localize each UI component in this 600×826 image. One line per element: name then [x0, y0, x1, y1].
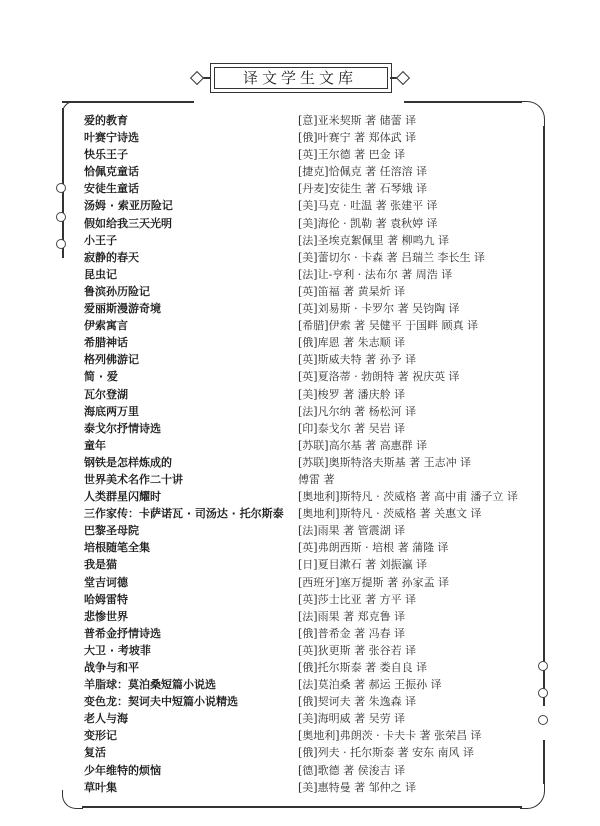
book-row: [84, 488, 544, 505]
book-row: [84, 454, 544, 471]
book-row: [84, 180, 544, 197]
punch-hole: [56, 183, 66, 193]
book-title: 昆虫记: [84, 267, 117, 281]
book-row: [84, 283, 544, 300]
frame-bottom: [82, 806, 522, 808]
book-row: [84, 744, 544, 761]
book-credit: [苏联]高尔基 著 高惠群 译: [298, 438, 428, 452]
book-row: [84, 351, 544, 368]
book-credit: [美]海伦 · 凯勒 著 袁秋婷 译: [298, 216, 438, 230]
book-row: [84, 471, 544, 488]
book-row: [84, 368, 544, 385]
book-credit: [法]让-亨利 · 法布尔 著 周浩 译: [298, 267, 453, 281]
book-title: 瓦尔登湖: [84, 387, 128, 401]
book-row: [84, 608, 544, 625]
book-title: 巴黎圣母院: [84, 524, 139, 538]
book-credit: [意]亚米契斯 著 储蕾 译: [298, 114, 417, 127]
book-credit: [捷克]恰佩克 著 任溶溶 译: [298, 165, 428, 179]
book-row: [84, 334, 544, 351]
page-title: 译文学生文库: [242, 69, 357, 87]
book-title: 人类群星闪耀时: [84, 490, 161, 504]
book-title: 复活: [84, 746, 106, 760]
book-title: 寂静的春天: [84, 250, 139, 264]
book-credit: [德]歌德 著 侯浚吉 译: [298, 763, 406, 777]
book-credit: [美]蕾切尔 · 卡森 著 吕瑞兰 李长生 译: [298, 250, 486, 264]
book-row: [84, 625, 544, 642]
book-credit: [俄]普希金 著 冯春 译: [298, 626, 406, 640]
book-row: [84, 266, 544, 283]
book-title: 恰佩克童话: [84, 165, 139, 179]
book-title: 大卫 · 考坡菲: [84, 643, 151, 657]
book-title: 堂吉诃德: [84, 575, 128, 589]
book-title: 三作家传：卡萨诺瓦 · 司汤达 · 托尔斯泰: [84, 507, 284, 521]
book-title: 简 · 爱: [84, 370, 118, 384]
book-row: [84, 676, 544, 693]
book-credit: [英]笛福 著 黄杲炘 译: [298, 284, 406, 298]
book-row: [84, 539, 544, 556]
book-row: [84, 437, 544, 454]
book-row: [84, 591, 544, 608]
book-title: 钢铁是怎样炼成的: [84, 455, 172, 469]
title-cartouche: [196, 63, 404, 93]
book-title: 叶赛宁诗选: [84, 131, 139, 145]
book-row: [84, 249, 544, 266]
frame-corner: [62, 101, 77, 116]
book-title: 爱丽斯漫游奇境: [84, 302, 161, 316]
book-credit: [奥地利]斯特凡 · 茨威格 著 关惠文 译: [298, 507, 482, 521]
book-credit: [美]惠特曼 著 邹仲之 译: [298, 780, 417, 794]
book-row: [84, 642, 544, 659]
book-row: [84, 420, 544, 437]
book-credit: [英]狄更斯 著 张谷若 译: [298, 643, 417, 657]
book-row: [84, 556, 544, 573]
frame-top-left: [62, 101, 194, 103]
book-title: 泰戈尔抒情诗选: [84, 421, 161, 435]
book-credit: [英]刘易斯 · 卡罗尔 著 吴钧陶 译: [298, 302, 460, 316]
book-credit: [美]马克 · 吐温 著 张建平 译: [298, 199, 438, 213]
book-credit: [印]泰戈尔 著 吴岩 译: [298, 421, 406, 435]
book-row: [84, 727, 544, 744]
book-credit: [英]夏洛蒂 · 勃朗特 著 祝庆英 译: [298, 370, 460, 384]
book-title: 草叶集: [84, 780, 117, 794]
book-credit: [奥地利]弗朗茨 · 卡夫卡 著 张荣昌 译: [298, 729, 482, 743]
book-title: 希腊神话: [84, 336, 128, 350]
book-row: [84, 403, 544, 420]
book-row: [84, 300, 544, 317]
book-title: 变色龙：契诃夫中短篇小说精选: [84, 695, 238, 709]
book-credit: [俄]契诃夫 著 朱逸森 译: [298, 695, 417, 709]
book-title: 汤姆 · 索亚历险记: [84, 199, 173, 213]
book-credit: [俄]托尔斯泰 著 娄自良 译: [298, 661, 428, 674]
book-title: 悲惨世界: [84, 609, 128, 623]
book-credit: [俄]库恩 著 朱志顺 译: [298, 336, 406, 350]
book-row: [84, 232, 544, 249]
book-title: 培根随笔全集: [84, 541, 150, 555]
book-row: [84, 522, 544, 539]
book-row: [84, 762, 544, 779]
book-row: [84, 659, 544, 676]
book-title: 安徒生童话: [84, 182, 139, 196]
book-title: 老人与海: [84, 712, 128, 726]
book-credit: [俄]叶赛宁 著 郑体武 译: [298, 131, 417, 145]
frame-top-right: [404, 101, 522, 103]
book-title: 小王子: [84, 233, 117, 247]
book-row: [84, 386, 544, 403]
book-credit: [法]莫泊桑 著 郝运 王振孙 译: [298, 678, 442, 692]
book-title: 海底两万里: [84, 404, 139, 418]
book-credit: [丹麦]安徒生 著 石琴娥 译: [298, 182, 428, 196]
book-row: [84, 317, 544, 334]
book-credit: [法]凡尔纳 著 杨松河 译: [298, 404, 417, 418]
book-title: 鲁滨孙历险记: [84, 284, 150, 298]
punch-hole: [56, 212, 66, 222]
punch-hole: [56, 239, 66, 249]
book-credit: [奥地利]斯特凡 · 茨威格 著 高中甫 潘子立 译: [298, 490, 519, 504]
book-title: 快乐王子: [84, 148, 128, 162]
book-credit: [希腊]伊索 著 吴健平 于国畔 顾真 译: [298, 319, 479, 333]
book-title: 童年: [84, 438, 106, 452]
book-title: 战争与和平: [84, 661, 139, 674]
book-list: [84, 112, 544, 796]
book-row: [84, 710, 544, 727]
book-credit: [英]弗朗西斯 · 培根 著 蒲隆 译: [298, 541, 449, 555]
book-credit: [俄]列夫 · 托尔斯泰 著 安东 南风 译: [298, 746, 475, 760]
book-credit: [苏联]奥斯特洛夫斯基 著 王志冲 译: [298, 455, 472, 469]
book-row: [84, 146, 544, 163]
book-title: 羊脂球：莫泊桑短篇小说选: [84, 678, 216, 692]
book-row: [84, 163, 544, 180]
book-credit: [日]夏目漱石 著 刘振瀛 译: [298, 558, 428, 572]
book-credit: [英]王尔德 著 巴金 译: [298, 148, 406, 162]
book-credit: [法]雨果 著 郑克鲁 译: [298, 609, 406, 623]
book-row: [84, 129, 544, 146]
frame-corner: [62, 790, 83, 809]
book-title: 我是猫: [84, 558, 117, 572]
book-row: [84, 505, 544, 522]
book-title: 伊索寓言: [84, 319, 128, 333]
book-row: [84, 693, 544, 710]
book-credit: [美]海明威 著 吴劳 译: [298, 712, 406, 726]
book-credit: [英]斯威夫特 著 孙予 译: [298, 353, 417, 367]
book-title: 普希金抒情诗选: [84, 626, 161, 640]
book-row: [84, 574, 544, 591]
book-title: 爱的教育: [84, 114, 128, 127]
book-credit: [美]梭罗 著 潘庆舲 译: [298, 387, 406, 401]
book-title: 格列佛游记: [84, 353, 139, 367]
book-credit: [法]雨果 著 管震湖 译: [298, 524, 406, 538]
book-credit: [西班牙]塞万提斯 著 孙家孟 译: [298, 575, 450, 589]
book-credit: [法]圣埃克絮佩里 著 柳鸣九 译: [298, 233, 450, 247]
book-title: 变形记: [84, 729, 117, 743]
book-title: 世界美术名作二十讲: [84, 472, 183, 486]
book-title: 少年维特的烦恼: [84, 763, 161, 777]
book-title: 假如给我三天光明: [84, 216, 172, 230]
book-row: [84, 779, 544, 796]
book-row: [84, 197, 544, 214]
book-row: [84, 215, 544, 232]
book-credit: [英]莎士比亚 著 方平 译: [298, 592, 417, 606]
book-row: [84, 112, 544, 129]
book-credit: 傅雷 著: [298, 472, 335, 486]
book-title: 哈姆雷特: [84, 592, 128, 606]
